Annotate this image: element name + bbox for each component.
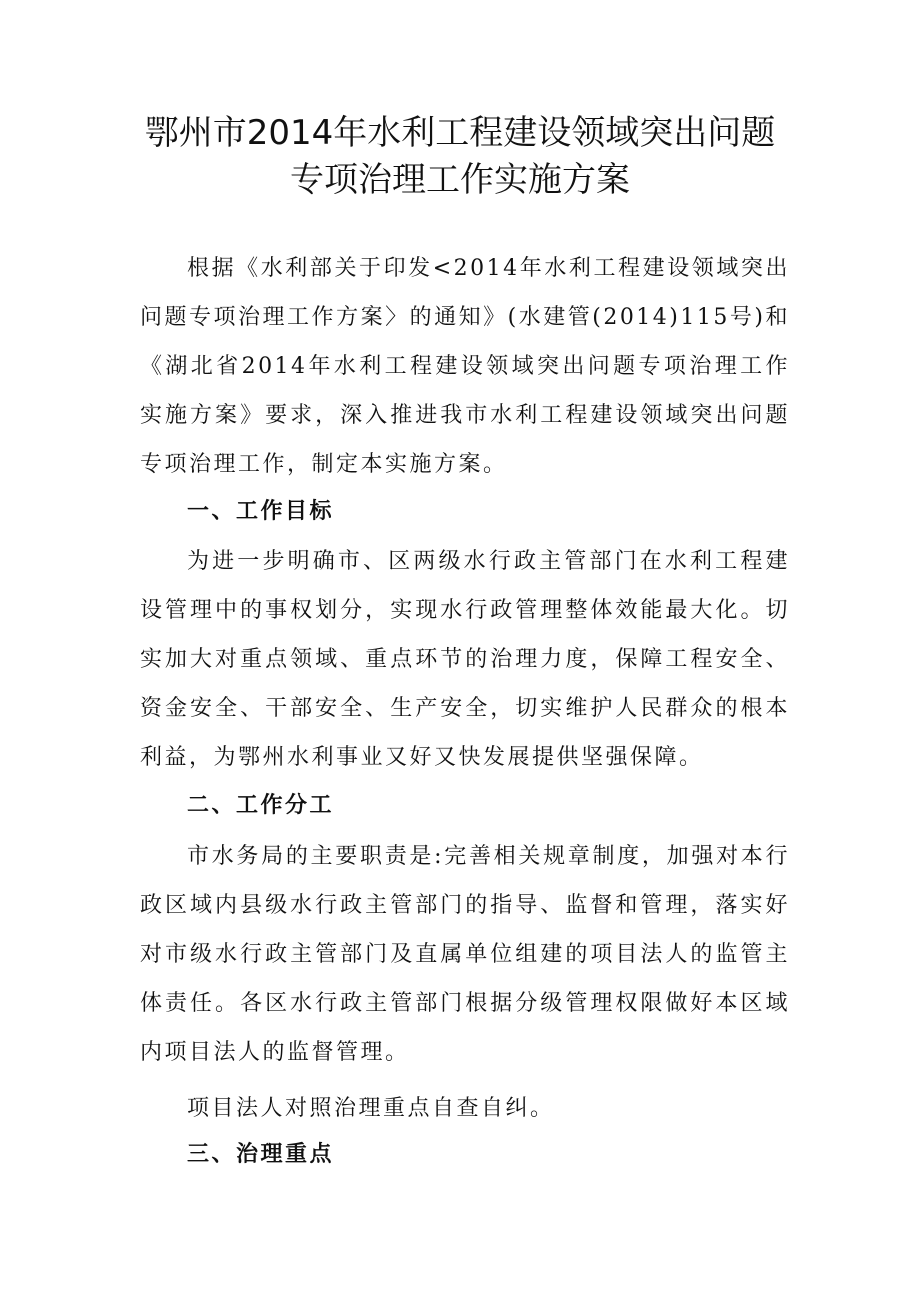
document-title-line-2: 专项治理工作实施方案 xyxy=(290,160,630,200)
document-title-line-1: 鄂州市2014年水利工程建设领域突出问题 xyxy=(144,113,776,153)
section-1-heading: 一、工作目标 xyxy=(187,499,335,524)
section-2-heading: 二、工作分工 xyxy=(187,793,335,818)
section-2-paragraph: 市水务局的主要职责是:完善相关规章制度，加强对本行政区域内县级水行政主管部门的指导、监督和管理，落实好对市级水行政主管部门及直属单位组建的项目法人的监管主体责任。各区水行政主管部门根据分级管理权限做好本区域内项目法人的监督管理。 xyxy=(140,844,790,1065)
intro-paragraph: 根据《水利部关于印发<2014年水利工程建设领域突出问题专项治理工作方案〉的通知》(水建管(2014)115号)和《湖北省2014年水利工程建设领域突出问题专项治理工作实施方案》要求，深入推进我市水利工程建设领域突出问题专项治理工作，制定本实施方案。 xyxy=(140,256,790,477)
section-3-heading: 三、治理重点 xyxy=(187,1142,335,1167)
section-1-paragraph: 为进一步明确市、区两级水行政主管部门在水利工程建设管理中的事权划分，实现水行政管理整体效能最大化。切实加大对重点领域、重点环节的治理力度，保障工程安全、资金安全、干部安全、生产安全，切实维护人民群众的根本利益，为鄂州水利事业又好又快发展提供坚强保障。 xyxy=(140,549,790,770)
section-2-paragraph-2: 项目法人对照治理重点自查自纠。 xyxy=(187,1096,555,1121)
